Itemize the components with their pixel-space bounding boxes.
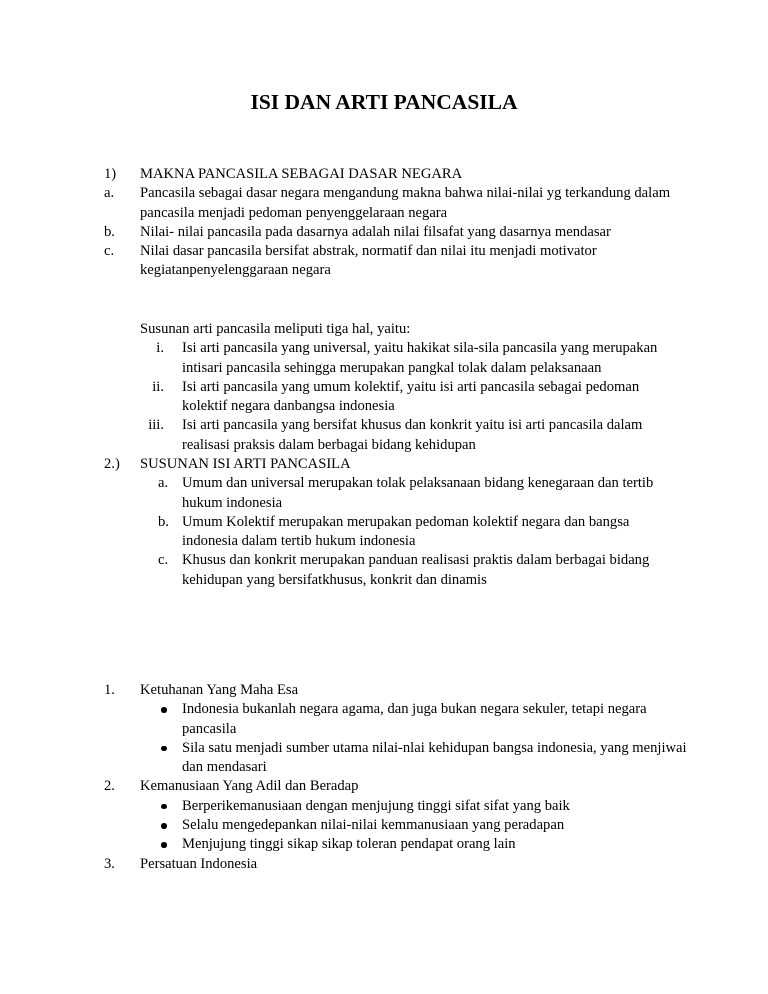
susunan-block xyxy=(0,320,768,455)
list-item-text: Khusus dan konkrit merupakan panduan realisasi praktis dalam berbagai bidang kehidupan yang bersifatkhusus, konkrit dan dinamis xyxy=(182,552,650,588)
list-item-text: Umum dan universal merupakan tolak pelaksanaan bidang kenegaraan dan tertib hukum indonesia xyxy=(182,475,654,511)
document-title: ISI DAN ARTI PANCASILA xyxy=(250,90,518,114)
sila-number: 2. xyxy=(104,778,115,795)
bullet-text: Berperikemanusiaan dengan menjujung tinggi sifat sifat yang baik xyxy=(182,797,570,814)
section-2-heading: SUSUNAN ISI ARTI PANCASILA xyxy=(140,456,351,472)
list-marker: b. xyxy=(158,513,169,530)
section-2-number: 2.) xyxy=(104,456,120,472)
sila-number: 1. xyxy=(104,682,115,698)
list-item xyxy=(0,242,768,281)
section-2 xyxy=(0,455,768,590)
sila-heading: Kemanusiaan Yang Adil dan Beradap xyxy=(140,778,359,795)
list-item xyxy=(0,223,768,242)
bullet-icon xyxy=(161,746,167,752)
list-marker: a. xyxy=(158,475,169,492)
list-marker: c. xyxy=(158,552,169,569)
list-item xyxy=(0,378,768,417)
sila-heading-row xyxy=(0,855,768,874)
susunan-intro: Susunan arti pancasila meliputi tiga hal, yaitu: xyxy=(140,321,411,337)
list-item xyxy=(0,339,768,378)
section-1-number: 1) xyxy=(104,166,117,182)
list-item-text: Isi arti pancasila yang universal, yaitu hakikat sila-sila pancasila yang merupakan intisari pancasila sehingga merupakan pangkal tolak dalam pelaksanaan xyxy=(182,340,658,376)
list-marker: iii. xyxy=(148,417,164,434)
sila-heading: Ketuhanan Yang Maha Esa xyxy=(140,682,299,698)
sila-heading: Persatuan Indonesia xyxy=(140,855,258,872)
list-marker: c. xyxy=(104,243,115,260)
list-item xyxy=(0,551,768,590)
list-item xyxy=(0,416,768,455)
bullet-item xyxy=(0,797,768,816)
list-item-text: Nilai- nilai pancasila pada dasarnya adalah nilai filsafat yang dasarnya mendasar xyxy=(140,223,611,240)
bullet-text: Sila satu menjadi sumber utama nilai-nlai kehidupan bangsa indonesia, yang menjiwai dan mendasari xyxy=(182,739,687,776)
list-marker: a. xyxy=(104,185,115,202)
bullet-icon xyxy=(161,823,167,829)
sila-number: 3. xyxy=(104,855,115,872)
bullet-text: Selalu mengedepankan nilai-nilai kemmanusiaan yang peradapan xyxy=(182,817,565,834)
list-item-text: Isi arti pancasila yang bersifat khusus dan konkrit yaitu isi arti pancasila dalam realisasi praksis dalam berbagai bidang kehidupan xyxy=(182,417,643,453)
bullet-item xyxy=(0,835,768,854)
list-marker: ii. xyxy=(152,378,164,395)
list-item-text: Umum Kolektif merupakan merupakan pedoman kolektif negara dan bangsa indonesia dalam tertib hukum indonesia xyxy=(182,513,630,550)
list-item xyxy=(0,184,768,223)
list-item-text: Nilai dasar pancasila bersifat abstrak, normatif dan nilai itu menjadi motivator kegiatanpenyelenggaraan negara xyxy=(140,243,597,279)
bullet-icon xyxy=(161,842,167,848)
bullet-text: Menjujung tinggi sikap sikap toleran pendapat orang lain xyxy=(182,836,516,853)
sila-list xyxy=(0,681,768,874)
section-2-heading-row xyxy=(0,455,768,474)
bullet-item xyxy=(0,739,768,778)
list-item xyxy=(0,513,768,552)
section-1 xyxy=(0,165,768,281)
bullet-item xyxy=(0,816,768,835)
list-item-text: Pancasila sebagai dasar negara mengandung makna bahwa nilai-nilai yg terkandung dalam pancasila menjadi pedoman penyenggelaraan negara xyxy=(140,185,671,221)
bullet-item xyxy=(0,700,768,739)
bullet-icon xyxy=(161,707,167,713)
bullet-text: Indonesia bukanlah negara agama, dan juga bukan negara sekuler, tetapi negara pancasila xyxy=(182,701,647,737)
section-1-heading: MAKNA PANCASILA SEBAGAI DASAR NEGARA xyxy=(140,166,463,182)
list-item-text: Isi arti pancasila yang umum kolektif, yaitu isi arti pancasila sebagai pedoman kolektif negara danbangsa indonesia xyxy=(182,378,640,415)
section-1-heading-row xyxy=(0,165,768,184)
bullet-icon xyxy=(161,804,167,810)
list-marker: b. xyxy=(104,223,115,240)
list-item xyxy=(0,474,768,513)
sila-heading-row xyxy=(0,681,768,700)
sila-heading-row xyxy=(0,777,768,796)
list-marker: i. xyxy=(156,340,164,357)
